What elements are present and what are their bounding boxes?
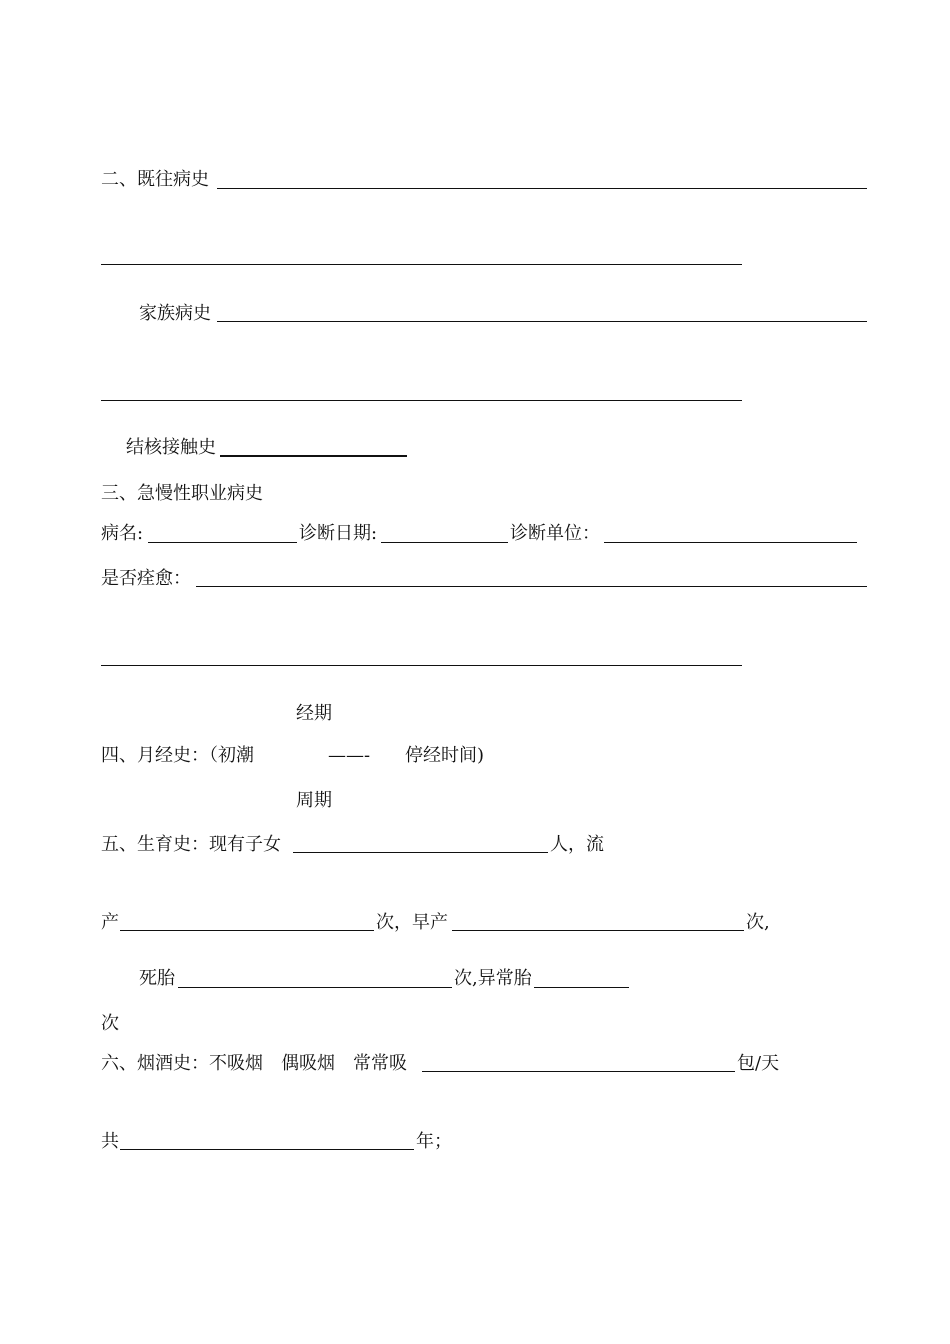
diagnosis-unit-line[interactable] [604,542,857,543]
family-history-line-1[interactable] [217,321,867,322]
abortion-prefix: 产 [101,912,119,933]
cycle-label: 周期 [296,790,332,811]
past-history-label: 二、既往病史 [101,169,209,190]
period-label: 经期 [296,703,332,724]
abnormal-fetus-line[interactable] [534,987,629,988]
premature-times: 次, [746,912,770,933]
cured-line-1[interactable] [196,586,867,587]
diagnosis-date-line[interactable] [381,542,508,543]
family-history-line-2[interactable] [101,400,742,401]
children-count-line[interactable] [293,852,548,853]
cured-label: 是否痊愈： [101,568,191,589]
diagnosis-date-label: 诊断日期: [299,523,378,544]
packs-per-day-unit: 包/天 [737,1053,780,1074]
person-unit: 人，流 [550,834,604,855]
total-years-line[interactable] [120,1149,414,1150]
year-unit: 年； [416,1131,452,1152]
menopause-label: 停经时间) [405,745,485,766]
premature-label: 次，早产 [376,912,448,933]
occupational-history-title: 三、急慢性职业病史 [101,483,263,504]
abortion-count-line[interactable] [120,930,374,931]
past-history-line-1[interactable] [217,188,867,189]
smoking-history-title: 六、烟酒史：不吸烟 偶吸烟 常常吸 [101,1053,407,1074]
abnormal-fetus-label: 次,异常胎 [454,968,532,989]
total-years-prefix: 共 [101,1131,119,1152]
diagnosis-unit-label: 诊断单位： [510,523,600,544]
menstrual-dash: ——- [328,745,371,766]
menstrual-history-title: 四、月经史：（初潮 [101,745,254,766]
abnormal-fetus-times: 次 [101,1013,119,1034]
fertility-history-title: 五、生育史：现有子女 [101,834,281,855]
tb-contact-label: 结核接触史 [126,437,216,458]
family-history-label: 家族病史 [139,303,211,324]
tb-contact-line[interactable] [220,455,407,457]
disease-name-line[interactable] [148,542,297,543]
stillbirth-label: 死胎 [139,968,175,989]
cured-line-2[interactable] [101,665,742,666]
disease-name-label: 病名: [101,523,144,544]
packs-per-day-line[interactable] [422,1071,735,1072]
stillbirth-count-line[interactable] [178,987,452,988]
past-history-line-2[interactable] [101,264,742,265]
premature-count-line[interactable] [452,930,744,931]
